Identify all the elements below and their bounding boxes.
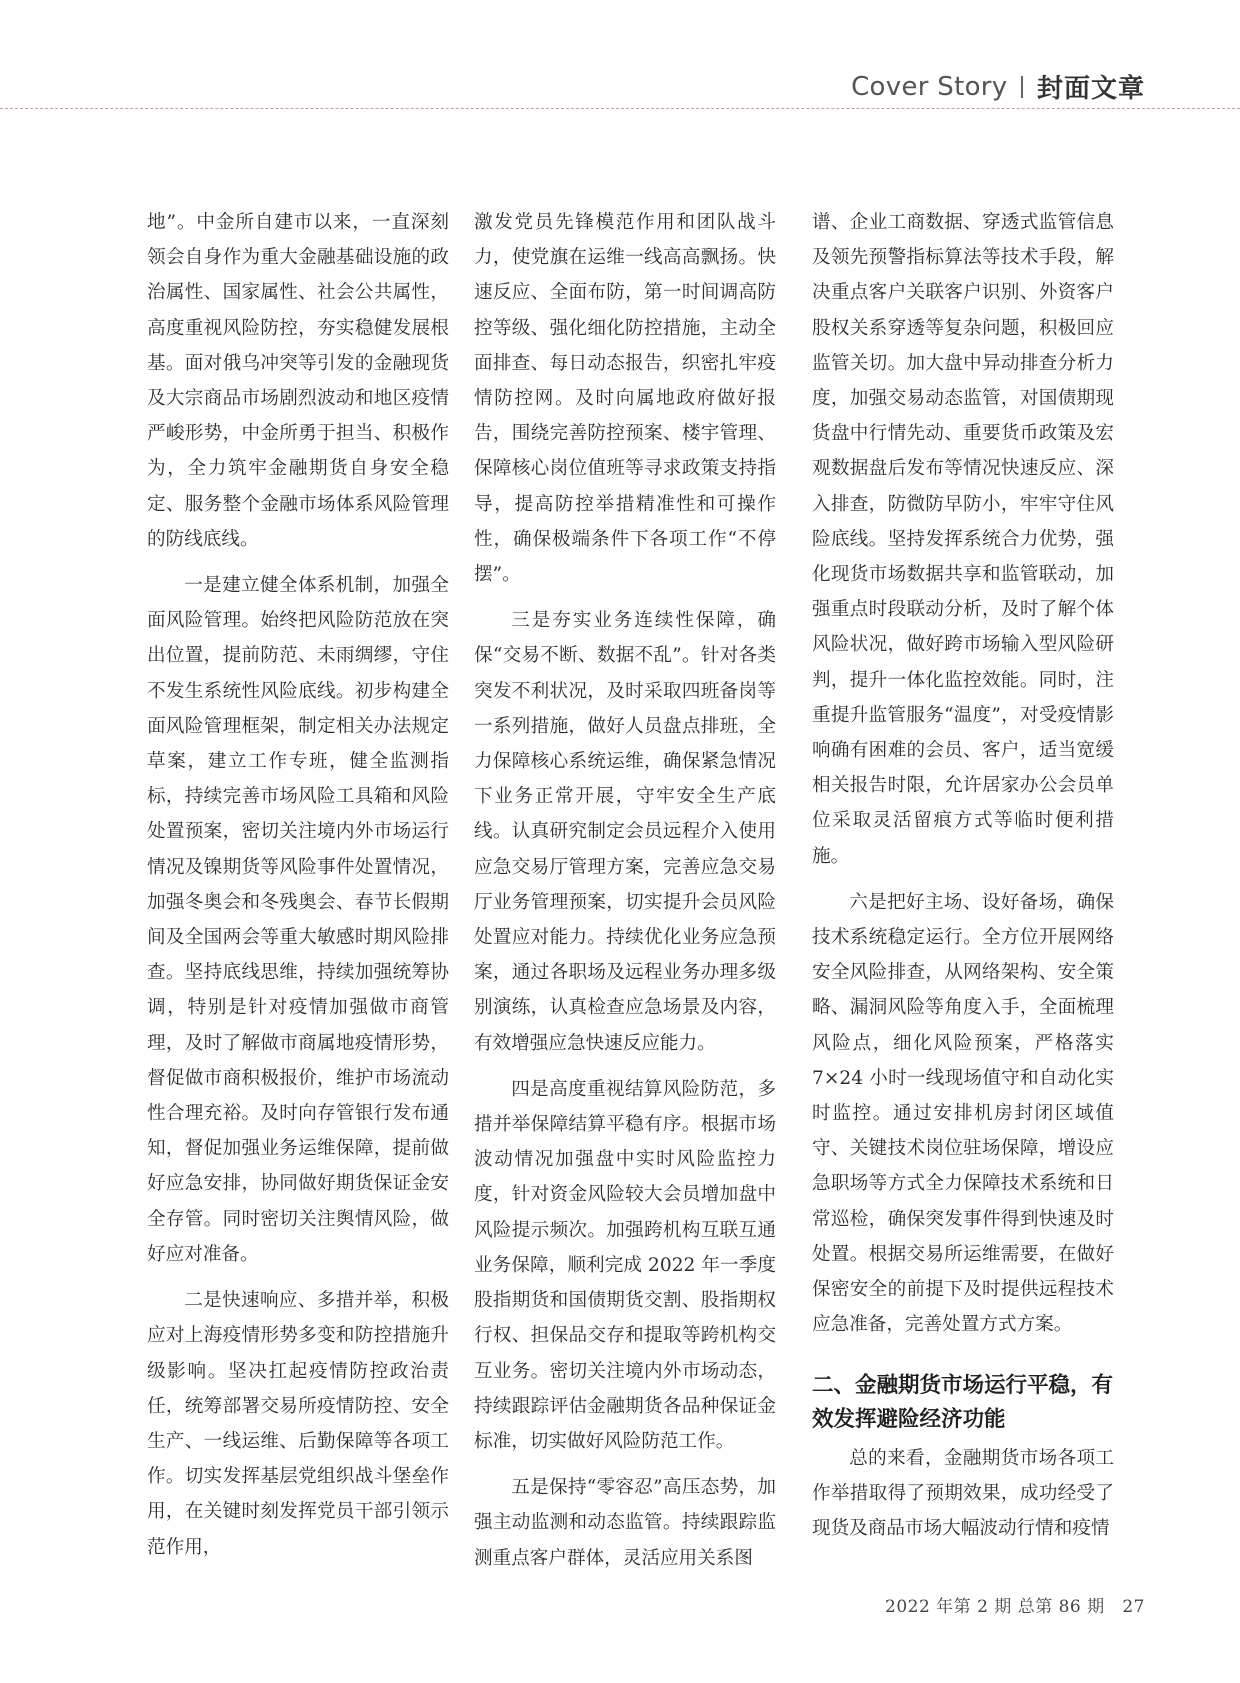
text-column-3 xyxy=(812,205,1114,1546)
header-title-group xyxy=(851,68,1145,105)
paragraph: 总的来看，金融期货市场各项工作举措取得了预期效果，成功经受了现货及商品市场大幅波动行情和疫情 xyxy=(812,1447,1114,1539)
text-column-2 xyxy=(474,205,776,1576)
section-title-cn: 封面文章 xyxy=(1036,74,1145,104)
paragraph: 激发党员先锋模范作用和团队战斗力，使党旗在运维一线高高飘扬。快速反应、全面布防，第一时间调高防控等级、强化细化防控措施，主动全面排查、每日动态报告，织密扎牢疫情防控网。及时向属地政府做好报告，围绕完善防控预案、楼宇管理、保障核心岗位值班等寻求政策支持指导，提高防控举措精准性和可操作性，确保极端条件下各项工作“不停摆”。 xyxy=(474,212,776,586)
header-divider xyxy=(1021,76,1023,98)
paragraph: 地”。中金所自建市以来，一直深刻领会自身作为重大金融基础设施的政治属性、国家属性、社会公共属性，高度重视风险防控，夯实稳健发展根基。面对俄乌冲突等引发的金融现货及大宗商品市场剧烈波动和地区疫情严峻形势，中金所勇于担当、积极作为，全力筑牢金融期货自身安全稳定、服务整个金融市场体系风险管理的防线底线。 xyxy=(147,212,449,550)
paragraph: 四是高度重视结算风险防范，多措并举保障结算平稳有序。根据市场波动情况加强盘中实时风险监控力度，针对资金风险较大会员增加盘中风险提示频次。加强跨机构互联互通业务保障，顺利完成 2022 年一季度股指期货和国债期货交割、股指期权行权、担保品交存和提取等跨机构交互业务。密切关注境内外市场动态，持续跟踪评估金融期货各品种保证金标准，切实做好风险防范工作。 xyxy=(474,1078,776,1452)
page-number: 27 xyxy=(1122,1597,1145,1617)
text-column-1 xyxy=(147,205,449,1565)
section-heading: 二、金融期货市场运行平稳，有效发挥避险经济功能 xyxy=(812,1372,1114,1432)
paragraph: 一是建立健全体系机制，加强全面风险管理。始终把风险防范放在突出位置，提前防范、未雨绸缪，守住不发生系统性风险底线。初步构建全面风险管理框架，制定相关办法规定草案，建立工作专班，健全监测指标，持续完善市场风险工具箱和风险处置预案，密切关注境内外市场运行情况及镍期货等风险事件处置情况，加强冬奥会和冬残奥会、春节长假期间及全国两会等重大敏感时期风险排查。坚持底线思维，持续加强统筹协调，特别是针对疫情加强做市商管理，及时了解做市商属地疫情形势，督促做市商积极报价，维护市场流动性合理充裕。及时向存管银行发布通知，督促加强业务运维保障，提前做好应急安排，协同做好期货保证金安全存管。同时密切关注舆情风险，做好应对准备。 xyxy=(147,575,449,1265)
paragraph: 谱、企业工商数据、穿透式监管信息及领先预警指标算法等技术手段，解决重点客户关联客户识别、外资客户股权关系穿透等复杂问题，积极回应监管关切。加大盘中异动排查分析力度，加强交易动态监管，对国债期现货盘中行情先动、重要货币政策及宏观数据盘后发布等情况快速反应、深入排查，防微防早防小，牢牢守住风险底线。坚持发挥系统合力优势，强化现货市场数据共享和监管联动，加强重点时段联动分析，及时了解个体风险状况，做好跨市场输入型风险研判，提升一体化监控效能。同时，注重提升监管服务“温度”，对受疫情影响确有困难的会员、客户，适当宽缓相关报告时限，允许居家办公会员单位采取灵活留痕方式等临时便利措施。 xyxy=(812,212,1114,867)
paragraph: 六是把好主场、设好备场，确保技术系统稳定运行。全方位开展网络安全风险排查，从网络架构、安全策略、漏洞风险等角度入手，全面梳理风险点，细化风险预案，严格落实 7×24 小时一线现场值守和自动化实时监控。通过安排机房封闭区域值守、关键技术岗位驻场保障，增设应急职场等方式全力保障技术系统和日常巡检，确保突发事件得到快速及时处置。根据交易所运维需要，在做好保密安全的前提下及时提供远程技术应急准备，完善处置方式方案。 xyxy=(812,891,1114,1336)
paragraph: 五是保持“零容忍”高压态势，加强主动监测和动态监管。持续跟踪监测重点客户群体，灵活应用关系图 xyxy=(474,1477,776,1569)
section-title-en: Cover Story xyxy=(851,71,1008,102)
page-footer xyxy=(885,1592,1145,1617)
issue-info: 2022 年第 2 期 总第 86 期 xyxy=(885,1597,1105,1617)
paragraph: 三是夯实业务连续性保障，确保“交易不断、数据不乱”。针对各类突发不利状况，及时采取四班备岗等一系列措施，做好人员盘点排班，全力保障核心系统运维，确保紧急情况下业务正常开展，守牢安全生产底线。认真研究制定会员远程介入使用应急交易厅管理方案，完善应急交易厅业务管理预案，切实提升会员风险处置应对能力。持续优化业务应急预案，通过各职场及远程业务办理多级别演练，认真检查应急场景及内容，有效增强应急快速反应能力。 xyxy=(474,610,776,1054)
paragraph: 二是快速响应、多措并举，积极应对上海疫情形势多变和防控措施升级影响。坚决扛起疫情防控政治责任，统筹部署交易所疫情防控、安全生产、一线运维、后勤保障等各项工作。切实发挥基层党组织战斗堡垒作用，在关键时刻发挥党员干部引领示范作用， xyxy=(147,1290,449,1558)
page-header xyxy=(0,62,1240,109)
